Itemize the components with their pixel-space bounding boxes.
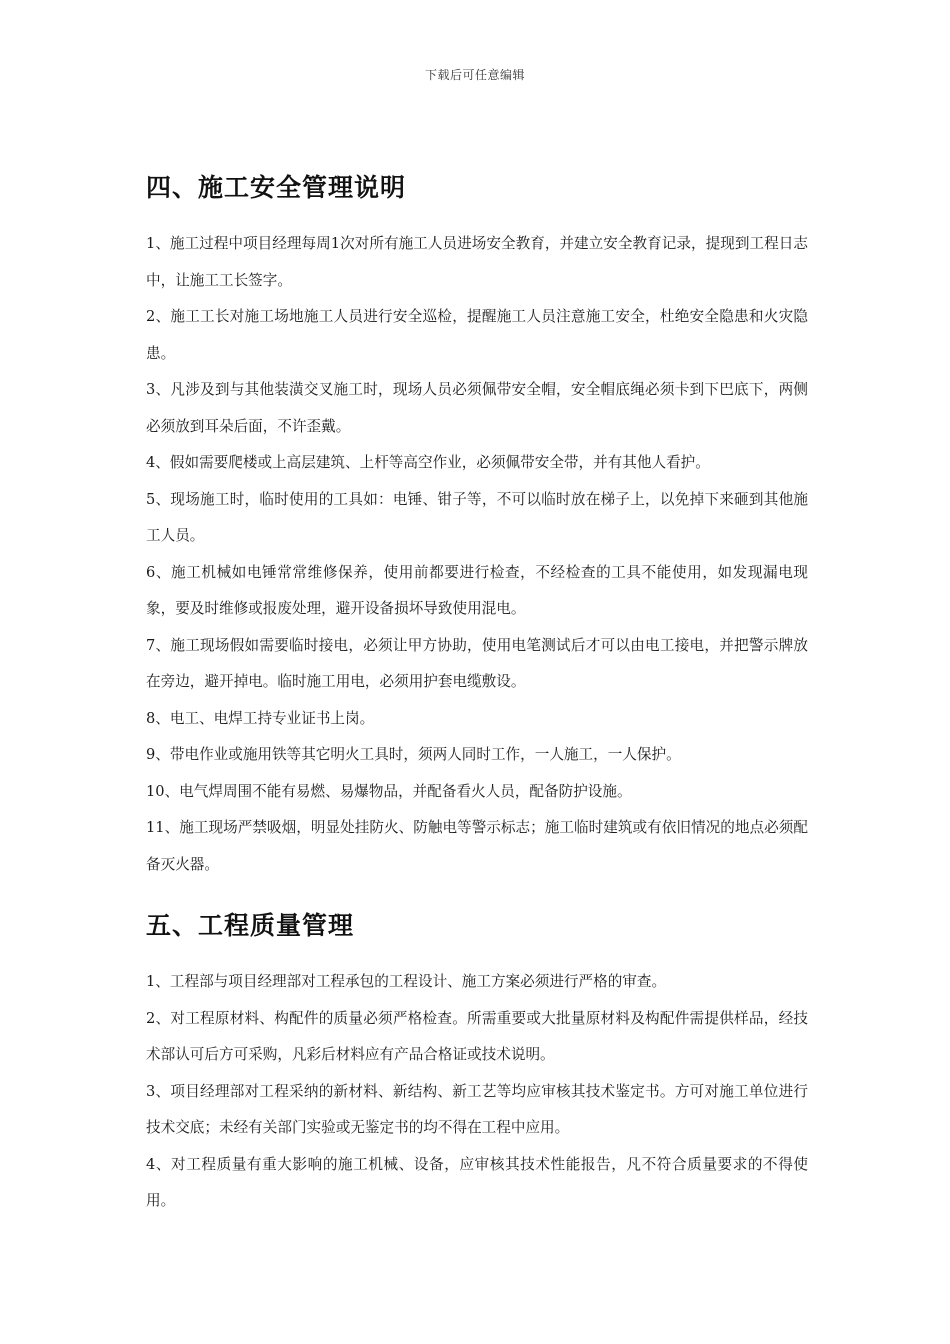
paragraph: 3、项目经理部对工程采纳的新材料、新结构、新工艺等均应审核其技术鉴定书。方可对施工单位进行技术交底；未经有关部门实验或无鉴定书的均不得在工程中应用。 [146,1082,808,1136]
paragraph: 1、工程部与项目经理部对工程承包的工程设计、施工方案必须进行严格的审查。 [146,973,667,990]
paragraph: 3、凡涉及到与其他装潢交叉施工时，现场人员必须佩带安全帽，安全帽底绳必须卡到下巴底下，两侧必须放到耳朵后面，不许歪戴。 [146,381,808,435]
paragraph: 4、假如需要爬楼或上高层建筑、上杆等高空作业，必须佩带安全带，并有其他人看护。 [146,454,710,471]
paragraph: 7、施工现场假如需要临时接电，必须让甲方协助，使用电笔测试后才可以由电工接电，并把警示牌放在旁边，避开掉电。临时施工用电，必须用护套电缆敷设。 [146,636,808,690]
paragraph: 2、施工工长对施工场地施工人员进行安全巡检，提醒施工人员注意施工安全，杜绝安全隐患和火灾隐患。 [146,308,808,362]
section-safety-management [146,168,808,883]
paragraph: 11、施工现场严禁吸烟，明显处挂防火、防触电等警示标志；施工临时建筑或有依旧情况的地点必须配备灭火器。 [146,819,808,873]
paragraph: 9、带电作业或施用铁等其它明火工具时，须两人同时工作，一人施工，一人保护。 [146,746,681,763]
section-title: 五、工程质量管理 [146,911,355,940]
header-note: 下载后可任意编辑 [424,68,525,82]
paragraph: 6、施工机械如电锤常常维修保养，使用前都要进行检查，不经检查的工具不能使用，如发现漏电现象，要及时维修或报废处理，避开设备损坏导致使用混电。 [146,563,808,617]
paragraph: 10、电气焊周围不能有易燃、易爆物品，并配备看火人员，配备防护设施。 [146,782,632,800]
section-quality-management [146,906,808,1220]
paragraph: 1、施工过程中项目经理每周1次对所有施工人员进场安全教育，并建立安全教育记录，提现到工程日志中，让施工工长签字。 [146,235,808,289]
paragraph: 2、对工程原材料、构配件的质量必须严格检查。所需重要或大批量原材料及构配件需提供样品，经技术部认可后方可采购，凡彩后材料应有产品合格证或技术说明。 [146,1009,808,1063]
section-title: 四、施工安全管理说明 [146,173,407,202]
paragraph: 5、现场施工时，临时使用的工具如：电锤、钳子等，不可以临时放在梯子上，以免掉下来砸到其他施工人员。 [146,490,808,544]
paragraph: 8、电工、电焊工持专业证书上岗。 [146,709,375,727]
paragraph: 4、对工程质量有重大影响的施工机械、设备，应审核其技术性能报告，凡不符合质量要求的不得使用。 [146,1155,808,1209]
